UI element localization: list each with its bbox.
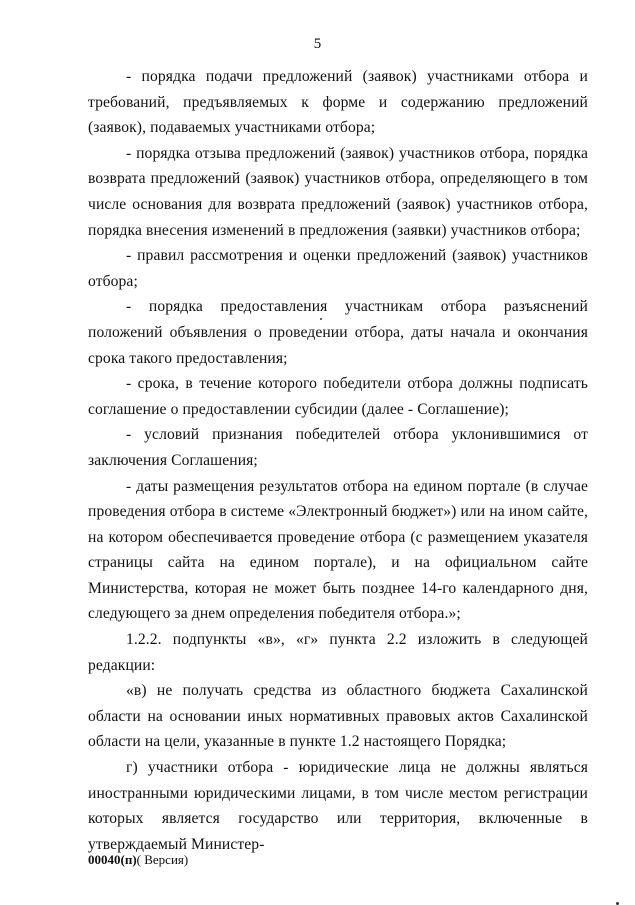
- paragraph-subitem-v: «в) не получать средства из областного бюджета Сахалинской области на основании иных нормативных правовых актов Сахалинской области на цели, указанные в пункте 1.2 настоящего Порядка;: [88, 682, 588, 751]
- document-footer: [88, 852, 188, 868]
- scan-speck: [320, 318, 322, 320]
- paragraph-results-publication: - даты размещения результатов отбора на едином портале (в случае проведения отбора в системе «Электронный бюджет») или на ином сайте, на котором обеспечивается проведение отбора (с размещением указателя страницы сайта на едином портале), и на официальном сайте Министерства, которая не может быть позднее 14-го календарного дня, следующего за днем определения победителя отбора.»;: [88, 477, 588, 623]
- paragraph-subitem-g: г) участники отбора - юридические лица не должны являться иностранными юридическими лицами, в том числе местом регистрации которых является государство или территория, включенные в утверждаемый Министер-: [88, 759, 588, 853]
- paragraph-agreement-deadline: - срока, в течение которого победители отбора должны подписать соглашение о предоставлении субсидии (далее - Соглашение);: [88, 375, 588, 418]
- paragraph-submission-procedure: - порядка подачи предложений (заявок) участниками отбора и требований, предъявляемых к форме и содержанию предложений (заявок), подаваемых участниками отбора;: [88, 68, 588, 137]
- paragraph-evasion-conditions: - условий признания победителей отбора уклонившимися от заключения Соглашения;: [88, 426, 588, 469]
- paragraph-review-rules: - правил рассмотрения и оценки предложений (заявок) участников отбора;: [88, 247, 588, 290]
- document-code: 00040(п): [88, 852, 137, 867]
- paragraph-amendment-2-2: 1.2.2. подпункты «в», «г» пункта 2.2 изложить в следующей редакции:: [88, 631, 588, 674]
- page-number: 5: [313, 36, 322, 52]
- paragraph-clarification-procedure: - порядка предоставления участникам отбора разъяснений положений объявления о проведении отбора, даты начала и окончания срока такого предоставления;: [88, 298, 588, 367]
- document-body: [88, 64, 588, 857]
- paragraph-withdrawal-procedure: - порядка отзыва предложений (заявок) участников отбора, порядка возврата предложений (заявок) участников отбора, определяющего в том числе основания для возврата предложений (заявок) участников отбора, порядка внесения изменений в предложения (заявки) участников отбора;: [88, 144, 588, 239]
- document-version: ( Версия): [136, 852, 189, 867]
